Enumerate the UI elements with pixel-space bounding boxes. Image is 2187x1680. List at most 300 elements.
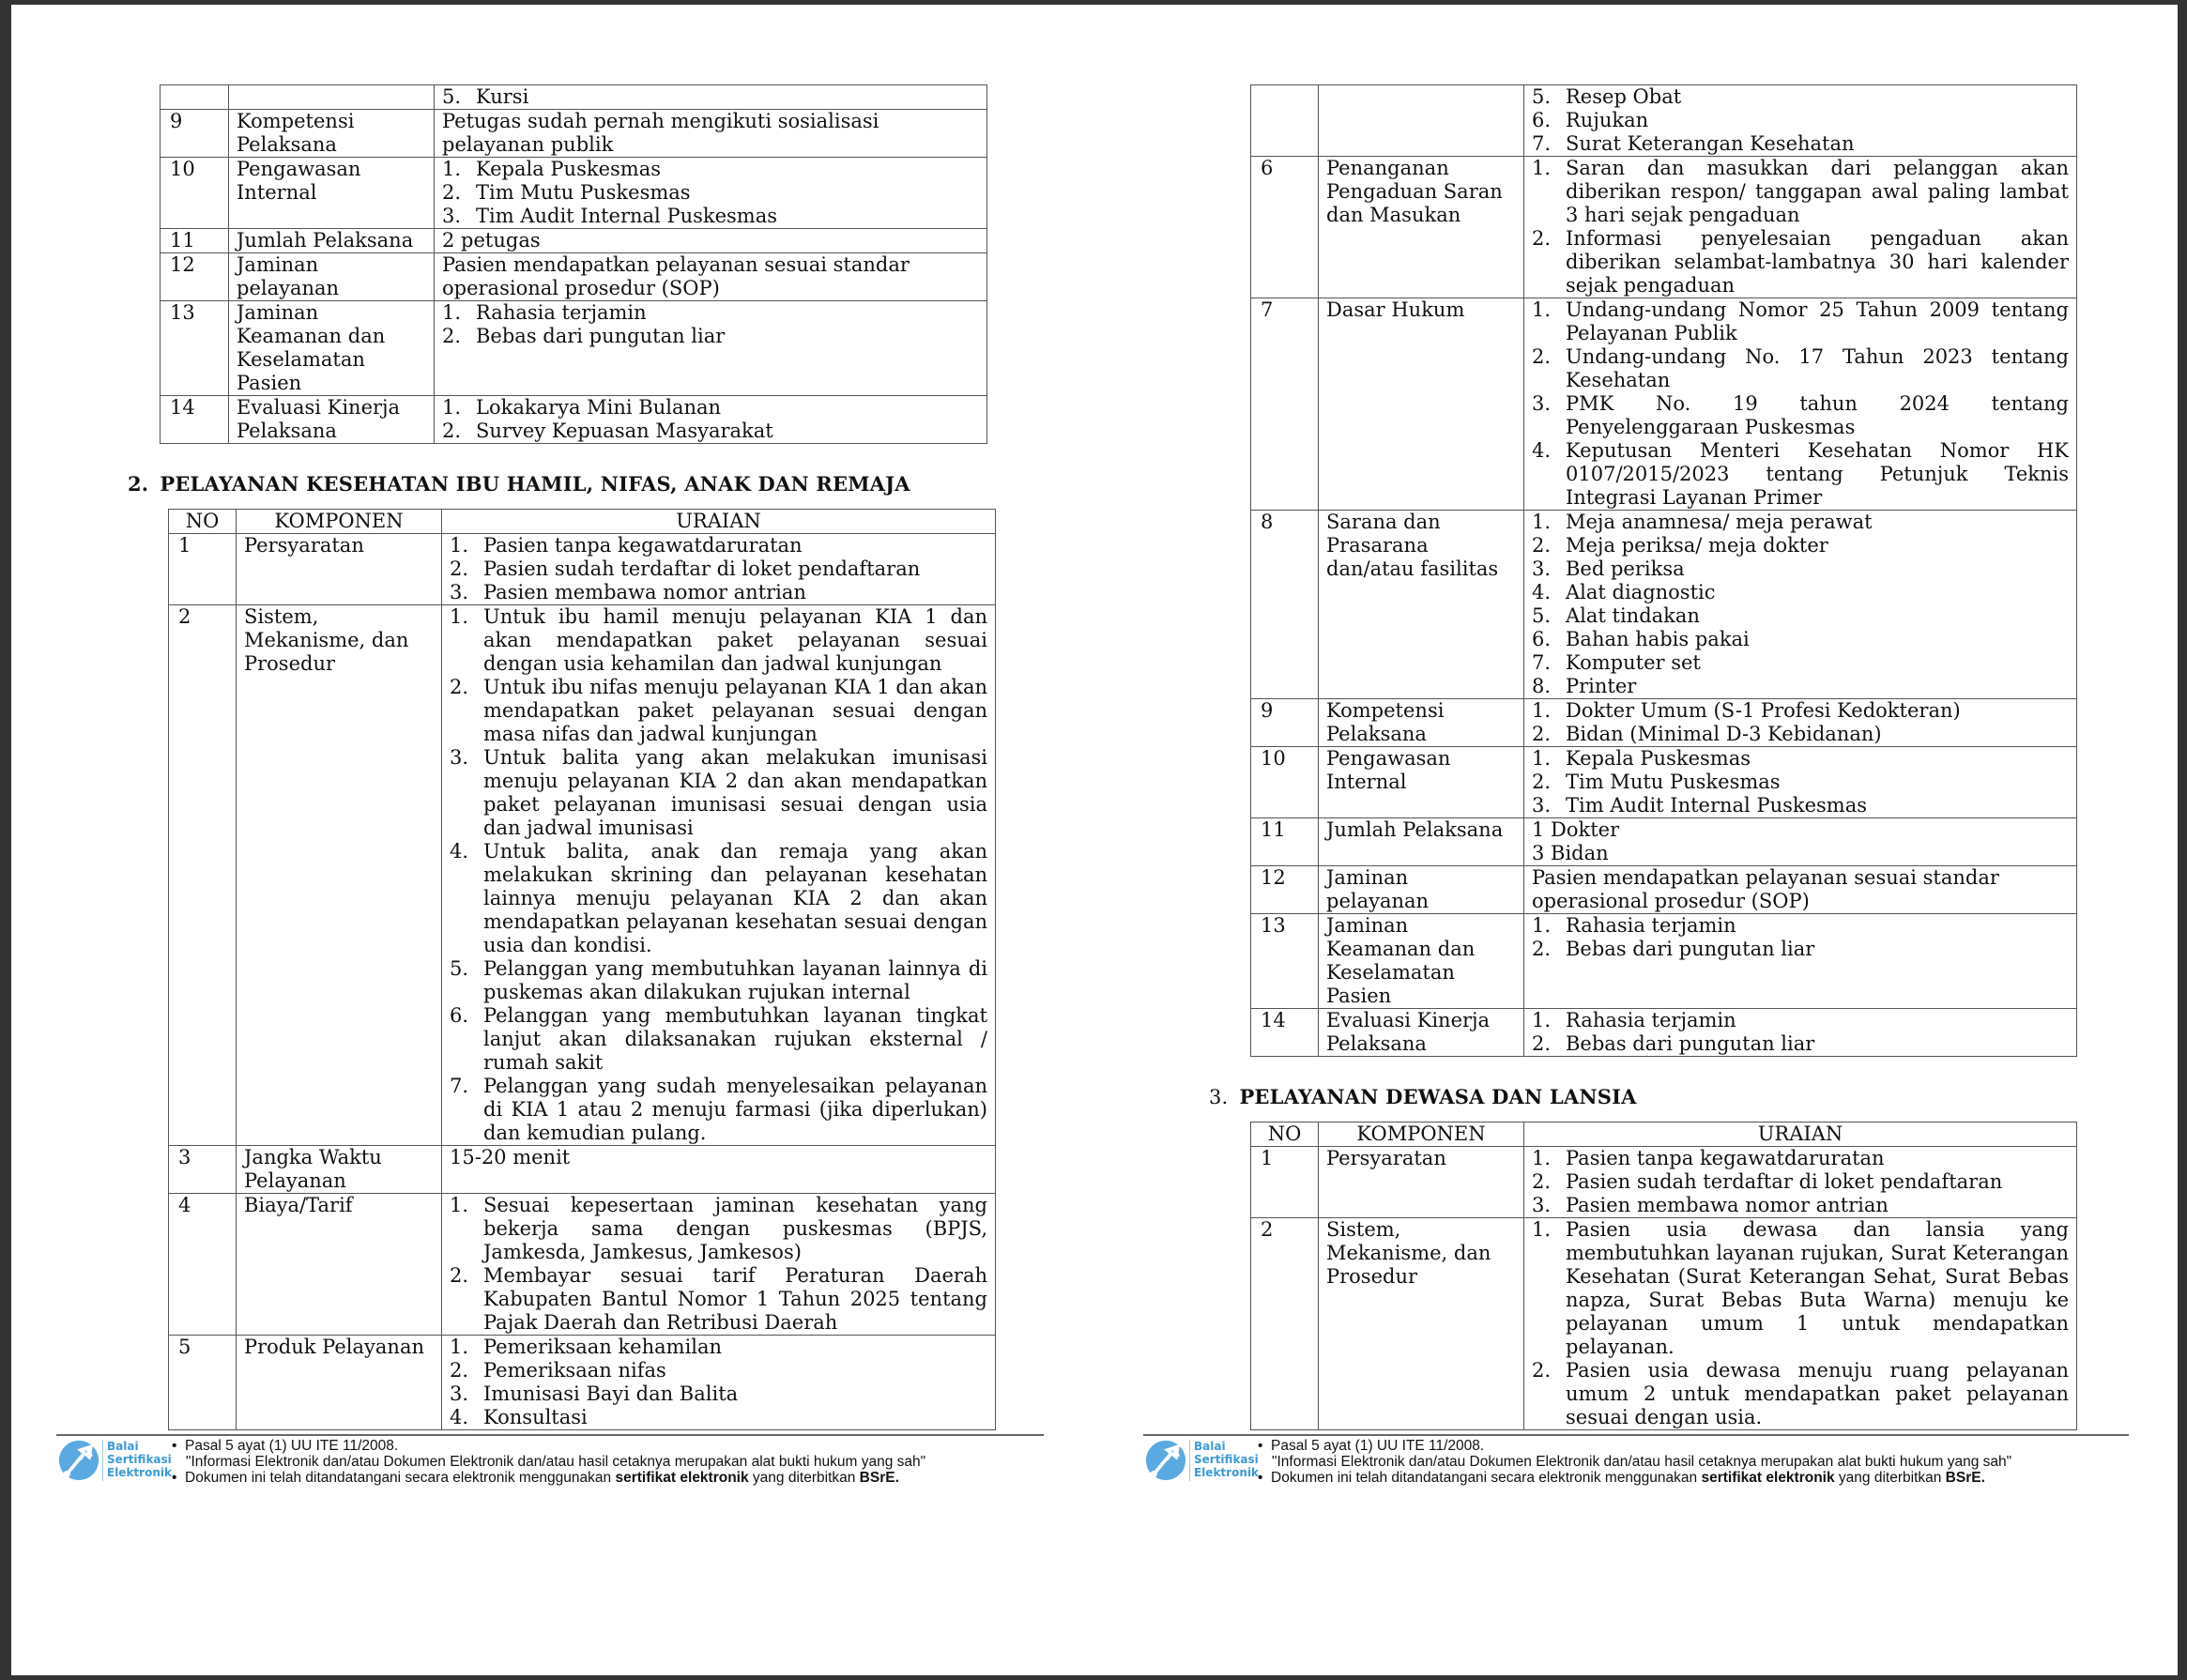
uraian-item xyxy=(442,158,979,181)
right-top-table xyxy=(1250,84,2077,1057)
row-uraian xyxy=(1524,157,2077,298)
item-number: 1. xyxy=(1532,1147,1552,1169)
uraian-item xyxy=(1532,1009,2069,1032)
item-number: 3. xyxy=(1532,1194,1552,1216)
uraian-item xyxy=(1532,345,2069,392)
column-header-uraian: URAIAN xyxy=(1524,1123,2077,1147)
section-title: PELAYANAN DEWASA DAN LANSIA xyxy=(1239,1085,1637,1108)
item-text: Pasien membawa nomor antrian xyxy=(483,581,806,603)
footer-divider-right xyxy=(1143,1434,2129,1436)
row-uraian xyxy=(435,85,987,110)
row-komponen: Biaya/Tarif xyxy=(237,1194,442,1336)
uraian-list xyxy=(1532,699,2069,746)
item-number: 5. xyxy=(1532,85,1552,108)
item-number: 4. xyxy=(1532,581,1552,603)
table-row xyxy=(161,110,987,158)
item-number: 1. xyxy=(1532,699,1552,722)
table-row xyxy=(1251,1147,2077,1218)
row-uraian: Pasien mendapatkan pelayanan sesuai standar operasional prosedur (SOP) xyxy=(1524,866,2077,914)
item-number: 2. xyxy=(1532,1170,1552,1193)
uraian-item xyxy=(450,605,987,676)
item-text: Sesuai kepesertaan jaminan kesehatan yang bekerja sama dengan puskesmas (BPJS, Jamkesda, Jamkesus, Jamkesos) xyxy=(483,1194,987,1263)
left-top-table xyxy=(160,84,987,444)
section-number: 3. xyxy=(1209,1086,1229,1108)
uraian-item xyxy=(1532,604,2069,628)
uraian-item xyxy=(450,1194,987,1264)
uraian-list xyxy=(450,605,987,1145)
table-row xyxy=(1251,747,2077,818)
logo-text-line: Balai xyxy=(107,1440,139,1453)
item-text: Bahan habis pakai xyxy=(1566,628,1750,650)
item-text: Kepala Puskesmas xyxy=(1566,747,1751,770)
item-number: 1. xyxy=(450,534,469,557)
footer-bold: BSrE. xyxy=(1945,1470,1985,1486)
logo-text-line: Sertifikasi xyxy=(107,1453,172,1466)
uraian-item xyxy=(442,325,979,348)
row-uraian xyxy=(442,534,996,605)
uraian-list xyxy=(450,534,987,604)
footer-line-2: "Informasi Elektronik dan/atau Dokumen Elektronik dan/atau hasil cetaknya merupakan alat bukti hukum yang sah" xyxy=(186,1454,926,1470)
item-number: 4. xyxy=(450,840,469,863)
row-number: 2 xyxy=(1251,1218,1319,1430)
item-number: 2. xyxy=(442,325,462,347)
row-number: 2 xyxy=(169,605,237,1146)
item-number: 2. xyxy=(1532,723,1552,745)
row-uraian xyxy=(435,158,987,229)
table-row xyxy=(1251,157,2077,298)
item-text: Keputusan Menteri Kesehatan Nomor HK 0107/2015/2023 tentang Petunjuk Teknis Integrasi Layanan Primer xyxy=(1566,439,2069,509)
item-text: Pasien membawa nomor antrian xyxy=(1566,1194,1889,1216)
row-number xyxy=(1251,85,1319,157)
item-text: Tim Audit Internal Puskesmas xyxy=(476,205,778,227)
row-uraian xyxy=(1524,1009,2077,1057)
row-number: 14 xyxy=(161,396,229,444)
item-text: Kursi xyxy=(476,85,529,108)
table-row xyxy=(1251,818,2077,866)
row-number: 3 xyxy=(169,1146,237,1194)
item-number: 1. xyxy=(1532,157,1552,179)
item-text: Konsultasi xyxy=(483,1406,588,1428)
row-number: 4 xyxy=(169,1194,237,1336)
row-uraian xyxy=(1524,699,2077,747)
item-text: Untuk balita, anak dan remaja yang akan melakukan skrining dan pelayanan kesehatan lainnya menuju pelayanan KIA 2 dan akan mendapatkan pelayanan kesehatan sesuai dengan usia dan kondisi. xyxy=(483,840,987,956)
row-uraian xyxy=(435,301,987,396)
row-uraian: 2 petugas xyxy=(435,229,987,253)
uraian-list xyxy=(1532,1009,2069,1056)
row-komponen: Pengawasan Internal xyxy=(1319,747,1524,818)
item-number: 1. xyxy=(442,158,462,180)
table-row xyxy=(1251,699,2077,747)
uraian-item xyxy=(450,534,987,557)
item-text: Kepala Puskesmas xyxy=(476,158,661,180)
item-number: 2. xyxy=(450,676,469,698)
uraian-item xyxy=(450,1406,987,1429)
row-number: 6 xyxy=(1251,157,1319,298)
item-text: Survey Kepuasan Masyarakat xyxy=(476,420,773,442)
logo-divider xyxy=(102,1440,103,1481)
item-number: 3. xyxy=(450,581,469,603)
item-text: Untuk ibu hamil menuju pelayanan KIA 1 dan akan mendapatkan paket pelayanan sesuai dengan usia kehamilan dan jadwal kunjungan xyxy=(483,605,987,675)
footer-text: yang diterbitkan xyxy=(748,1470,860,1486)
item-text: Bebas dari pungutan liar xyxy=(476,325,726,347)
item-text: Printer xyxy=(1566,675,1637,697)
uraian-item xyxy=(1532,157,2069,227)
row-number: 12 xyxy=(161,253,229,301)
table-row xyxy=(1251,511,2077,699)
row-komponen: Jaminan pelayanan xyxy=(229,253,435,301)
row-number: 13 xyxy=(161,301,229,396)
item-text: Rahasia terjamin xyxy=(1566,1009,1736,1031)
uraian-item xyxy=(1532,534,2069,557)
table-row xyxy=(161,253,987,301)
table-header-row xyxy=(1251,1123,2077,1147)
uraian-list xyxy=(442,158,979,228)
item-number: 2. xyxy=(1532,771,1552,793)
item-text: Pemeriksaan kehamilan xyxy=(483,1336,723,1358)
table-row xyxy=(169,1336,996,1430)
uraian-item xyxy=(450,1359,987,1382)
footer-text: Dokumen ini telah ditandatangani secara elektronik menggunakan xyxy=(185,1470,616,1486)
row-komponen: Persyaratan xyxy=(1319,1147,1524,1218)
uraian-item xyxy=(1532,628,2069,651)
logo-text-line: Balai xyxy=(1194,1440,1226,1453)
uraian-item xyxy=(442,85,979,109)
uraian-item xyxy=(1532,1032,2069,1056)
row-komponen: Jangka Waktu Pelayanan xyxy=(237,1146,442,1194)
item-number: 2. xyxy=(442,181,462,204)
table-row xyxy=(161,85,987,110)
footer-line-3: • Dokumen ini telah ditandatangani secara elektronik menggunakan sertifikat elektronik yang diterbitkan BSrE. xyxy=(1258,1470,1985,1486)
row-komponen: Jaminan Keamanan dan Keselamatan Pasien xyxy=(229,301,435,396)
column-header-uraian: URAIAN xyxy=(442,510,996,534)
uraian-list xyxy=(442,396,979,443)
item-number: 1. xyxy=(1532,298,1552,321)
item-text: Pelanggan yang membutuhkan layanan tingkat lanjut akan dilaksanakan rujukan eksternal / rumah sakit xyxy=(483,1004,987,1074)
item-text: Tim Mutu Puskesmas xyxy=(476,181,691,204)
signature-notice-right xyxy=(1258,1438,2011,1486)
row-number: 14 xyxy=(1251,1009,1319,1057)
footer-line-1: • Pasal 5 ayat (1) UU ITE 11/2008. xyxy=(172,1438,399,1454)
item-text: Bidan (Minimal D-3 Kebidanan) xyxy=(1566,723,1882,745)
uraian-list xyxy=(450,1336,987,1429)
item-text: Rujukan xyxy=(1566,109,1649,131)
row-uraian xyxy=(435,396,987,444)
uraian-item xyxy=(1532,581,2069,604)
row-uraian xyxy=(442,1194,996,1336)
uraian-item xyxy=(1532,771,2069,794)
item-text: Pasien tanpa kegawatdaruratan xyxy=(1566,1147,1885,1169)
item-number: 2. xyxy=(450,1359,469,1382)
item-text: Imunisasi Bayi dan Balita xyxy=(483,1382,739,1405)
table-row xyxy=(161,158,987,229)
uraian-item xyxy=(1532,914,2069,938)
uraian-item xyxy=(1532,511,2069,534)
item-number: 6. xyxy=(1532,628,1552,650)
row-uraian xyxy=(1524,298,2077,511)
logo-text-line: Elektronik xyxy=(107,1466,172,1479)
item-text: Rahasia terjamin xyxy=(476,301,647,324)
item-text: Meja periksa/ meja dokter xyxy=(1566,534,1828,557)
item-number: 2. xyxy=(442,420,462,442)
table-row xyxy=(169,1194,996,1336)
uraian-list xyxy=(450,1194,987,1335)
table-header-row xyxy=(169,510,996,534)
section-number: 2. xyxy=(128,472,149,496)
row-komponen xyxy=(1319,85,1524,157)
table-row xyxy=(1251,1009,2077,1057)
footer-line-1: • Pasal 5 ayat (1) UU ITE 11/2008. xyxy=(1258,1438,1485,1454)
uraian-item xyxy=(450,746,987,840)
item-number: 7. xyxy=(1532,132,1552,155)
item-text: Tim Mutu Puskesmas xyxy=(1566,771,1781,793)
uraian-item xyxy=(1532,675,2069,698)
uraian-list xyxy=(1532,511,2069,698)
uraian-item xyxy=(442,181,979,205)
row-number: 10 xyxy=(1251,747,1319,818)
table-row xyxy=(161,229,987,253)
section-3-heading xyxy=(1209,1085,1637,1108)
uraian-line: 1 Dokter xyxy=(1532,818,1620,841)
uraian-item xyxy=(1532,1359,2069,1429)
uraian-item xyxy=(1532,392,2069,439)
row-uraian xyxy=(1524,747,2077,818)
uraian-line: 3 Bidan xyxy=(1532,842,1609,864)
bsre-key-icon xyxy=(1145,1438,1186,1483)
item-text: Pemeriksaan nifas xyxy=(483,1359,666,1382)
item-number: 1. xyxy=(442,301,462,324)
item-number: 3. xyxy=(1532,794,1552,817)
table-row xyxy=(1251,866,2077,914)
item-number: 3. xyxy=(442,205,462,227)
uraian-item xyxy=(442,396,979,420)
item-number: 8. xyxy=(1532,675,1552,697)
item-number: 7. xyxy=(1532,651,1552,674)
footer-divider-left xyxy=(56,1434,1044,1436)
item-text: Pelanggan yang membutuhkan layanan lainnya di puskemas akan dilakukan rujukan internal xyxy=(483,957,987,1003)
uraian-list xyxy=(1532,914,2069,961)
item-number: 1. xyxy=(1532,914,1552,937)
item-number: 4. xyxy=(450,1406,469,1428)
row-number: 1 xyxy=(169,534,237,605)
item-number: 2. xyxy=(450,557,469,580)
table-row xyxy=(169,534,996,605)
item-number: 2. xyxy=(1532,1359,1552,1382)
logo-text xyxy=(1194,1440,1259,1479)
row-komponen: Kompetensi Pelaksana xyxy=(1319,699,1524,747)
column-header-komponen: KOMPONEN xyxy=(237,510,442,534)
item-number: 7. xyxy=(450,1075,469,1097)
row-komponen: Penanganan Pengaduan Saran dan Masukan xyxy=(1319,157,1524,298)
uraian-item xyxy=(450,557,987,581)
uraian-item xyxy=(1532,227,2069,298)
logo-text-line: Sertifikasi xyxy=(1194,1453,1259,1466)
item-text: Untuk balita yang akan melakukan imunisasi menuju pelayanan KIA 2 dan akan mendapatkan paket pelayanan imunisasi sesuai dengan usia dan jadwal imunisasi xyxy=(483,746,987,839)
item-number: 4. xyxy=(1532,439,1552,462)
uraian-item xyxy=(450,581,987,604)
signature-notice-left xyxy=(172,1438,925,1486)
row-number xyxy=(161,85,229,110)
row-uraian: Petugas sudah pernah mengikuti sosialisasi pelayanan publik xyxy=(435,110,987,158)
row-number: 13 xyxy=(1251,914,1319,1009)
section-2-table xyxy=(168,509,996,1430)
row-komponen: Jaminan Keamanan dan Keselamatan Pasien xyxy=(1319,914,1524,1009)
item-number: 1. xyxy=(450,1194,469,1216)
uraian-list xyxy=(1532,157,2069,298)
footer-bold: BSrE. xyxy=(859,1470,899,1486)
uraian-item xyxy=(1532,747,2069,771)
row-komponen: Jumlah Pelaksana xyxy=(229,229,435,253)
item-text: Informasi penyelesaian pengaduan akan diberikan selambat-lambatnya 30 hari kalender sejak pengaduan xyxy=(1566,227,2069,297)
item-number: 6. xyxy=(1532,109,1552,131)
row-komponen: Sistem, Mekanisme, dan Prosedur xyxy=(237,605,442,1146)
row-uraian xyxy=(1524,818,2077,866)
uraian-item xyxy=(442,420,979,443)
item-text: Undang-undang No. 17 Tahun 2023 tentang Kesehatan xyxy=(1566,345,2069,391)
row-komponen xyxy=(229,85,435,110)
item-number: 3. xyxy=(450,1382,469,1405)
item-number: 3. xyxy=(1532,392,1552,415)
item-text: Pasien sudah terdaftar di loket pendaftaran xyxy=(1566,1170,2003,1193)
uraian-item xyxy=(1532,132,2069,156)
row-uraian: 15-20 menit xyxy=(442,1146,996,1194)
item-text: Resep Obat xyxy=(1566,85,1682,108)
uraian-list xyxy=(1532,1147,2069,1217)
item-number: 1. xyxy=(1532,1218,1552,1241)
item-number: 3. xyxy=(450,746,469,769)
row-uraian xyxy=(442,605,996,1146)
uraian-list xyxy=(442,301,979,348)
footer-line-2: "Informasi Elektronik dan/atau Dokumen Elektronik dan/atau hasil cetaknya merupakan alat bukti hukum yang sah" xyxy=(1272,1454,2012,1470)
footer-text: Dokumen ini telah ditandatangani secara elektronik menggunakan xyxy=(1271,1470,1702,1486)
row-komponen: Sarana dan Prasarana dan/atau fasilitas xyxy=(1319,511,1524,699)
uraian-item xyxy=(1532,439,2069,510)
item-number: 1. xyxy=(450,1336,469,1358)
uraian-list xyxy=(1532,298,2069,510)
section-3-table xyxy=(1250,1122,2077,1430)
item-text: Meja anamnesa/ meja perawat xyxy=(1566,511,1873,533)
table-row xyxy=(169,1146,996,1194)
row-komponen: Produk Pelayanan xyxy=(237,1336,442,1430)
item-number: 2. xyxy=(1532,1032,1552,1055)
item-number: 1. xyxy=(1532,747,1552,770)
uraian-item xyxy=(1532,723,2069,746)
item-text: Lokakarya Mini Bulanan xyxy=(476,396,722,419)
uraian-item xyxy=(1532,938,2069,961)
item-number: 2. xyxy=(1532,534,1552,557)
table-row xyxy=(161,301,987,396)
footer-legal-basis: Pasal 5 ayat (1) UU ITE 11/2008. xyxy=(1271,1438,1485,1454)
row-number: 5 xyxy=(169,1336,237,1430)
table-row xyxy=(161,396,987,444)
uraian-item xyxy=(450,1336,987,1359)
item-text: Pasien sudah terdaftar di loket pendaftaran xyxy=(483,557,921,580)
item-number: 2. xyxy=(1532,227,1552,250)
uraian-item xyxy=(1532,1147,2069,1170)
uraian-item xyxy=(1532,651,2069,675)
item-text: Saran dan masukkan dari pelanggan akan diberikan respon/ tanggapan awal paling lambat 3 hari sejak pengaduan xyxy=(1566,157,2069,226)
row-number: 10 xyxy=(161,158,229,229)
uraian-item xyxy=(450,1382,987,1406)
footer-legal-basis: Pasal 5 ayat (1) UU ITE 11/2008. xyxy=(185,1438,399,1454)
table-row xyxy=(1251,1218,2077,1430)
item-text: Surat Keterangan Kesehatan xyxy=(1566,132,1855,155)
uraian-item xyxy=(1532,109,2069,132)
item-text: Bed periksa xyxy=(1566,557,1685,580)
row-uraian xyxy=(1524,85,2077,157)
item-text: PMK No. 19 tahun 2024 tentang Penyelenggaraan Puskesmas xyxy=(1566,392,2069,438)
item-text: Bebas dari pungutan liar xyxy=(1566,1032,1815,1055)
item-number: 5. xyxy=(442,85,462,108)
item-number: 5. xyxy=(1532,604,1552,627)
row-uraian xyxy=(442,1336,996,1430)
uraian-item xyxy=(450,676,987,746)
footer-bold: sertifikat elektronik xyxy=(615,1470,749,1486)
item-text: Pasien usia dewasa menuju ruang pelayanan umum 2 untuk mendapatkan paket pelayanan sesuai dengan usia. xyxy=(1566,1359,2069,1428)
uraian-item xyxy=(1532,699,2069,723)
table-row xyxy=(1251,914,2077,1009)
uraian-list xyxy=(1532,747,2069,817)
row-uraian xyxy=(1524,511,2077,699)
bsre-key-icon xyxy=(58,1438,99,1483)
row-number: 11 xyxy=(1251,818,1319,866)
uraian-item xyxy=(1532,1170,2069,1194)
row-komponen: Pengawasan Internal xyxy=(229,158,435,229)
item-text: Tim Audit Internal Puskesmas xyxy=(1566,794,1868,817)
item-text: Pasien usia dewasa dan lansia yang membutuhkan layanan rujukan, Surat Keterangan Kesehatan (Surat Keterangan Sehat, Surat Bebas napza, Surat Bebas Buta Warna) menuju ke pelayanan umum 1 untuk mendapatkan pelayanan. xyxy=(1566,1218,2069,1358)
section-title: PELAYANAN KESEHATAN IBU HAMIL, NIFAS, ANAK DAN REMAJA xyxy=(160,472,910,496)
uraian-item xyxy=(1532,794,2069,817)
item-number: 1. xyxy=(450,605,469,628)
item-text: Dokter Umum (S-1 Profesi Kedokteran) xyxy=(1566,699,1961,722)
uraian-list xyxy=(442,85,979,109)
item-text: Komputer set xyxy=(1566,651,1701,674)
row-uraian xyxy=(1524,914,2077,1009)
table-row xyxy=(1251,298,2077,511)
row-number: 9 xyxy=(1251,699,1319,747)
column-header-no: NO xyxy=(1251,1123,1319,1147)
row-komponen: Evaluasi Kinerja Pelaksana xyxy=(229,396,435,444)
item-text: Pasien tanpa kegawatdaruratan xyxy=(483,534,803,557)
item-number: 2. xyxy=(450,1264,469,1287)
item-text: Alat diagnostic xyxy=(1566,581,1716,603)
row-uraian xyxy=(1524,1147,2077,1218)
uraian-item xyxy=(450,957,987,1004)
row-komponen: Kompetensi Pelaksana xyxy=(229,110,435,158)
uraian-item xyxy=(1532,1218,2069,1359)
logo-divider xyxy=(1189,1440,1190,1481)
footer-line-3: • Dokumen ini telah ditandatangani secara elektronik menggunakan sertifikat elektronik yang diterbitkan BSrE. xyxy=(172,1470,899,1486)
item-text: Bebas dari pungutan liar xyxy=(1566,938,1815,960)
item-number: 1. xyxy=(442,396,462,419)
row-uraian xyxy=(1524,1218,2077,1430)
uraian-list xyxy=(1532,85,2069,156)
uraian-item xyxy=(1532,85,2069,109)
uraian-item xyxy=(442,301,979,325)
row-number: 12 xyxy=(1251,866,1319,914)
row-komponen: Sistem, Mekanisme, dan Prosedur xyxy=(1319,1218,1524,1430)
item-number: 5. xyxy=(450,957,469,980)
row-komponen: Dasar Hukum xyxy=(1319,298,1524,511)
item-number: 1. xyxy=(1532,1009,1552,1031)
item-text: Untuk ibu nifas menuju pelayanan KIA 1 dan akan mendapatkan paket pelayanan sesuai dengan masa nifas dan jadwal kunjungan xyxy=(483,676,987,745)
row-number: 8 xyxy=(1251,511,1319,699)
uraian-item xyxy=(450,1264,987,1335)
uraian-item xyxy=(1532,298,2069,345)
table-row xyxy=(1251,85,2077,157)
item-text: Membayar sesuai tarif Peraturan Daerah Kabupaten Bantul Nomor 1 Tahun 2025 tentang Pajak Daerah dan Retribusi Daerah xyxy=(483,1264,987,1334)
item-text: Undang-undang Nomor 25 Tahun 2009 tentang Pelayanan Publik xyxy=(1566,298,2069,344)
item-text: Pelanggan yang sudah menyelesaikan pelayanan di KIA 1 atau 2 menuju farmasi (jika diperlukan) dan kemudian pulang. xyxy=(483,1075,987,1144)
